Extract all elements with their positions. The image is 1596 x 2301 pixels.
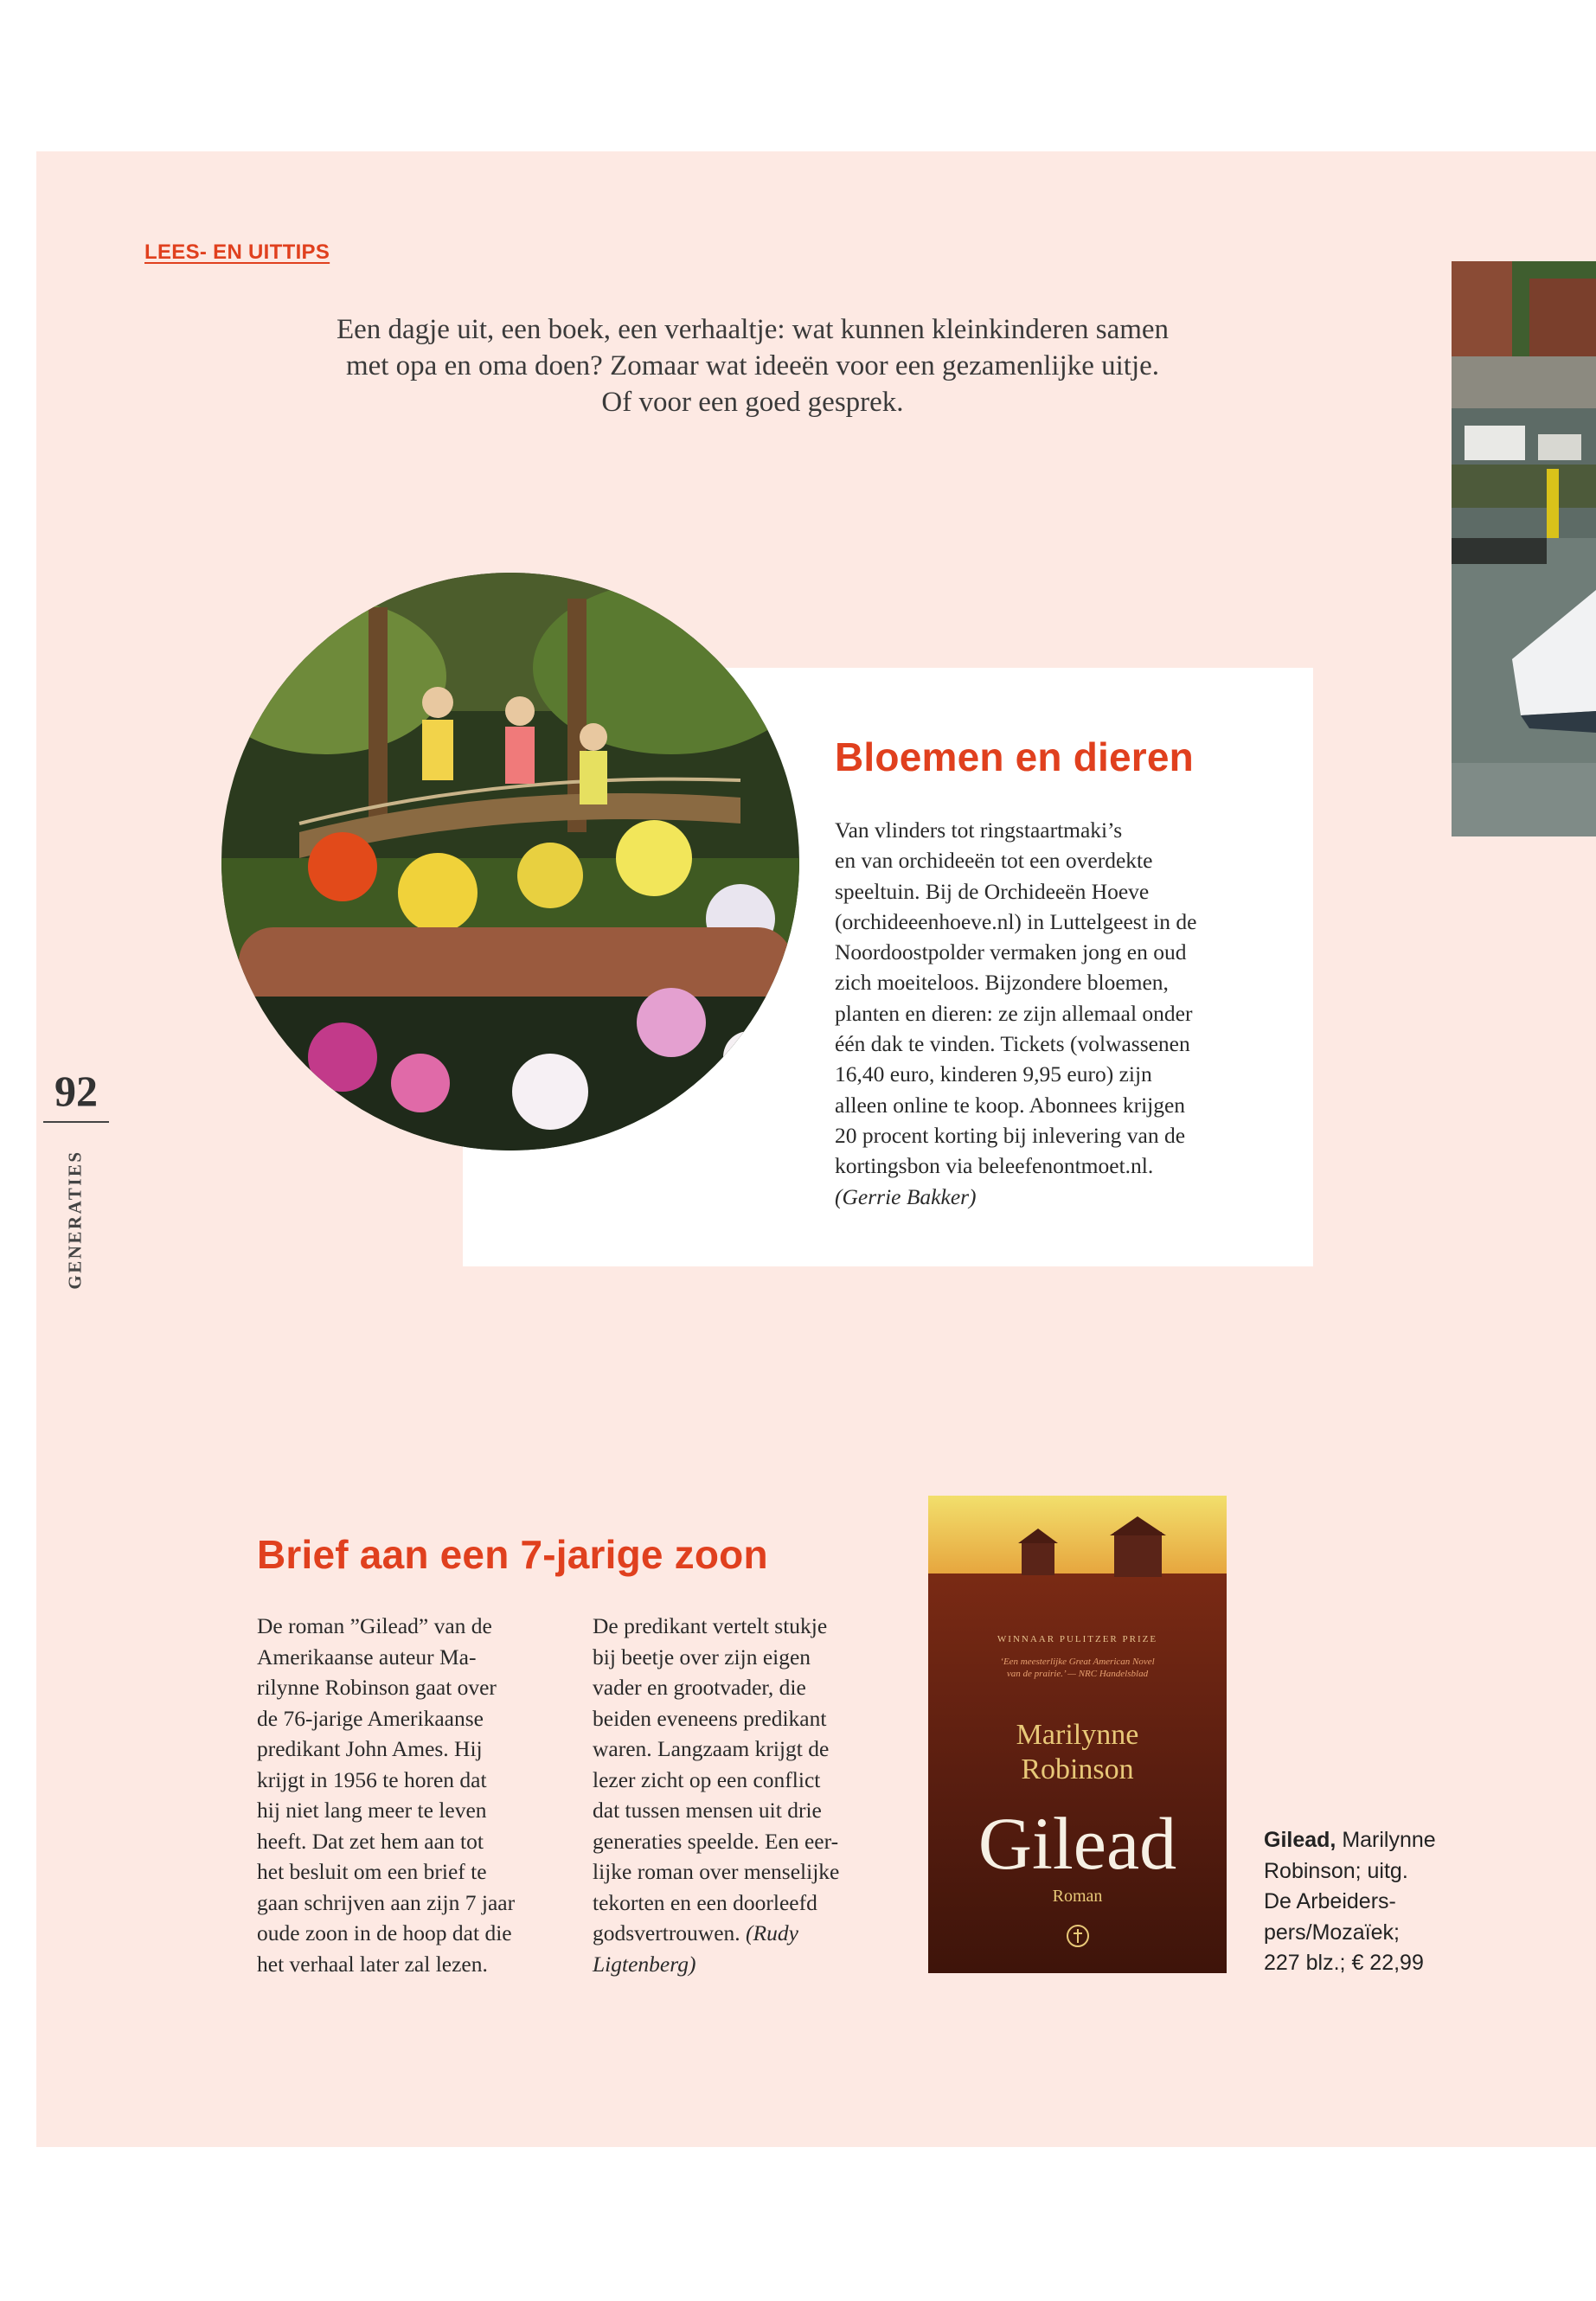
article2-line: het besluit om een brief te bbox=[257, 1859, 487, 1884]
article1-line: Noordoostpolder vermaken jong en oud bbox=[835, 939, 1187, 965]
river-photo-image bbox=[1452, 261, 1596, 836]
article1-line: alleen online te koop. Abonnees krijgen bbox=[835, 1092, 1186, 1118]
article1-title: Bloemen en dieren bbox=[835, 734, 1194, 779]
section-label: LEES- EN UITTIPS bbox=[144, 240, 330, 264]
gilead-book-cover bbox=[928, 1496, 1227, 1973]
article2-line: het verhaal later zal lezen. bbox=[257, 1951, 488, 1977]
article2-line: de 76-jarige Amerikaanse bbox=[257, 1705, 484, 1731]
cover-author-line: Robinson bbox=[1021, 1753, 1134, 1785]
caption-line: pers/Mozaïek; bbox=[1264, 1920, 1401, 1945]
article2-column-1 bbox=[257, 1611, 573, 1979]
cover-award: WINNAAR PULITZER PRIZE bbox=[997, 1634, 1158, 1644]
article2-line: lezer zicht op een conflict bbox=[593, 1766, 821, 1792]
article2-byline-part1: (Rudy bbox=[746, 1920, 798, 1945]
publisher-logo-icon bbox=[1065, 1923, 1091, 1949]
article2-line-with-byline bbox=[593, 1918, 891, 1949]
cover-title: Gilead bbox=[977, 1802, 1177, 1885]
article1-body bbox=[835, 815, 1250, 1212]
caption-book-title: Gilead, bbox=[1264, 1828, 1336, 1852]
intro-line: met opa en oma doen? Zomaar wat ideeën voor een gezamenlijke uitje. bbox=[345, 350, 1160, 381]
intro-line: Of voor een goed gesprek. bbox=[601, 387, 904, 418]
article2-line: De roman ”Gilead” van de bbox=[257, 1613, 492, 1638]
article2-line: godsvertrouwen. bbox=[593, 1920, 740, 1945]
article1-line: Van vlinders tot ringstaartmaki’s bbox=[835, 817, 1123, 843]
article2-title: Brief aan een 7-jarige zoon bbox=[257, 1532, 768, 1577]
article2-line: beiden eveneens predikant bbox=[593, 1705, 827, 1731]
article2-line: lijke roman over menselijke bbox=[593, 1859, 840, 1884]
article2-line: dat tussen mensen uit drie bbox=[593, 1798, 822, 1823]
article1-line: kortingsbon via beleefenontmoet.nl. bbox=[835, 1153, 1154, 1179]
article2-line: bij beetje over zijn eigen bbox=[593, 1644, 811, 1670]
cover-author-line: Marilynne bbox=[1016, 1719, 1139, 1751]
article2-line: krijgt in 1956 te horen dat bbox=[257, 1766, 487, 1792]
article2-line: rilynne Robinson gaat over bbox=[257, 1675, 497, 1700]
article1-byline: (Gerrie Bakker) bbox=[835, 1183, 977, 1209]
article2-line: De predikant vertelt stukje bbox=[593, 1613, 828, 1638]
article1-line: zich moeiteloos. Bijzondere bloemen, bbox=[835, 970, 1169, 996]
article2-line: gaan schrijven aan zijn 7 jaar bbox=[257, 1889, 516, 1915]
caption-line: De Arbeiders- bbox=[1264, 1889, 1396, 1913]
river-photo bbox=[1452, 261, 1596, 836]
page-number: 92 bbox=[43, 1066, 109, 1123]
article1-line: 16,40 euro, kinderen 9,95 euro) zijn bbox=[835, 1061, 1152, 1087]
article2-line: tekorten en een doorleefd bbox=[593, 1889, 817, 1915]
article1-line: (orchideeenhoeve.nl) in Luttelgeest in de bbox=[835, 908, 1197, 934]
cover-quote-line: van de prairie.’ — NRC Handelsblad bbox=[1006, 1669, 1149, 1679]
article2-line: heeft. Dat zet hem aan tot bbox=[257, 1828, 484, 1854]
cover-quote-line: ‘Een meesterlijke Great American Novel bbox=[1000, 1657, 1155, 1667]
article1-line: en van orchideeën tot een overdekte bbox=[835, 848, 1153, 874]
intro-line: Een dagje uit, een boek, een verhaaltje: wat kunnen kleinkinderen samen bbox=[336, 314, 1170, 345]
orchid-garden-photo bbox=[221, 573, 799, 1150]
caption-line: 227 blz.; € 22,99 bbox=[1264, 1951, 1424, 1975]
article2-column-2 bbox=[593, 1611, 891, 1979]
article1-line: 20 procent korting bij inlevering van de bbox=[835, 1122, 1186, 1148]
article2-line: vader en grootvader, die bbox=[593, 1675, 806, 1700]
article1-line: speeltuin. Bij de Orchideeën Hoeve bbox=[835, 878, 1150, 904]
caption-line: Robinson; uitg. bbox=[1264, 1858, 1408, 1883]
intro-text bbox=[311, 311, 1194, 420]
article2-line: Amerikaanse auteur Ma- bbox=[257, 1644, 477, 1670]
book-caption bbox=[1264, 1825, 1471, 1979]
article2-byline-part2: Ligtenberg) bbox=[593, 1951, 696, 1977]
caption-author: Marilynne bbox=[1336, 1828, 1436, 1852]
cover-genre: Roman bbox=[1052, 1887, 1103, 1906]
article2-line: oude zoon in de hoop dat die bbox=[257, 1920, 512, 1945]
article1-line: één dak te vinden. Tickets (volwassenen bbox=[835, 1031, 1190, 1057]
caption-line bbox=[1264, 1825, 1471, 1856]
article1-line: planten en dieren: ze zijn allemaal onder bbox=[835, 1000, 1193, 1026]
magazine-name: GENERATIES bbox=[64, 1150, 86, 1290]
article2-line: generaties speelde. Een eer- bbox=[593, 1828, 839, 1854]
orchid-garden-image bbox=[221, 573, 799, 1150]
article2-line: hij niet lang meer te leven bbox=[257, 1798, 487, 1823]
article2-line: predikant John Ames. Hij bbox=[257, 1736, 483, 1761]
article2-line: waren. Langzaam krijgt de bbox=[593, 1736, 830, 1761]
